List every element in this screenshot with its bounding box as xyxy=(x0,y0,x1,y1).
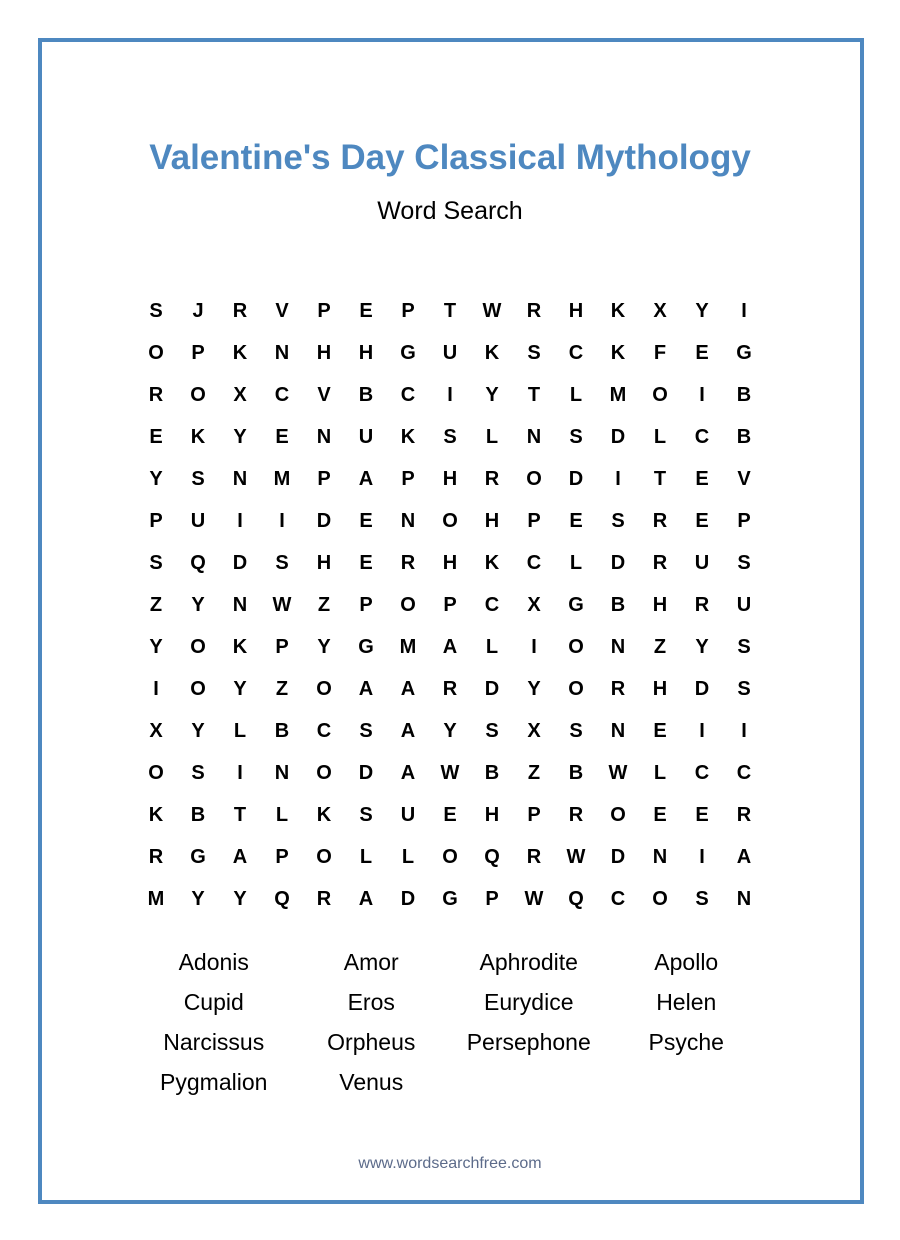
grid-letter: E xyxy=(695,467,709,490)
grid-letter: P xyxy=(527,803,541,826)
grid-letter: E xyxy=(359,299,373,322)
grid-letter: R xyxy=(610,677,626,700)
word-list xyxy=(135,942,765,1102)
grid-letter: A xyxy=(358,677,374,700)
grid-letter: G xyxy=(190,845,206,868)
grid-letter: P xyxy=(317,299,331,322)
grid-letter: Y xyxy=(191,719,205,742)
grid-letter: A xyxy=(736,845,752,868)
grid-letter: A xyxy=(400,761,416,784)
grid-letter: M xyxy=(609,383,627,406)
grid-letter: I xyxy=(447,383,453,406)
grid-letter: S xyxy=(359,803,373,826)
grid-letter: I xyxy=(153,677,159,700)
grid-letter: W xyxy=(608,761,628,784)
grid-letter: U xyxy=(694,551,710,574)
grid-letter: T xyxy=(527,383,541,406)
grid-letter: Y xyxy=(233,887,247,910)
grid-letter: Z xyxy=(527,761,541,784)
grid-letter: P xyxy=(737,509,751,532)
grid-letter: H xyxy=(316,341,332,364)
grid-letter: O xyxy=(316,677,332,700)
grid-letter: K xyxy=(316,803,332,826)
grid-letter: K xyxy=(148,803,164,826)
grid-letter: G xyxy=(736,341,752,364)
grid-letter: K xyxy=(400,425,416,448)
grid-letter: K xyxy=(484,341,500,364)
grid-letter: E xyxy=(359,551,373,574)
word-list-item: Pygmalion xyxy=(160,1068,268,1095)
grid-letter: N xyxy=(736,887,752,910)
grid-letter: X xyxy=(527,719,541,742)
grid-letter: P xyxy=(275,845,289,868)
grid-letter: I xyxy=(741,719,747,742)
grid-letter: A xyxy=(400,677,416,700)
grid-letter: O xyxy=(652,383,668,406)
grid-letter: M xyxy=(147,887,165,910)
grid-letter: O xyxy=(652,887,668,910)
grid-letter: S xyxy=(149,551,163,574)
grid-letter: Z xyxy=(275,677,289,700)
grid-letter: H xyxy=(442,467,458,490)
puzzle-subtitle: Word Search xyxy=(377,197,523,225)
grid-letter: Y xyxy=(191,593,205,616)
grid-letter: G xyxy=(442,887,458,910)
grid-letter: E xyxy=(275,425,289,448)
grid-letter: N xyxy=(652,845,668,868)
grid-letter: D xyxy=(610,425,626,448)
grid-letter: S xyxy=(737,551,751,574)
grid-letter: E xyxy=(695,509,709,532)
grid-letter: Y xyxy=(191,887,205,910)
grid-letter: W xyxy=(524,887,544,910)
word-list-item: Orpheus xyxy=(327,1028,416,1055)
grid-letter: D xyxy=(358,761,374,784)
grid-letter: N xyxy=(610,719,626,742)
grid-letter: U xyxy=(358,425,374,448)
grid-letter: Q xyxy=(484,845,500,868)
grid-letter: E xyxy=(695,341,709,364)
grid-letter: O xyxy=(190,383,206,406)
grid-letter: I xyxy=(237,761,243,784)
grid-letter: Q xyxy=(190,551,206,574)
grid-letter: E xyxy=(149,425,163,448)
grid-letter: U xyxy=(190,509,206,532)
grid-letter: K xyxy=(484,551,500,574)
grid-letter: H xyxy=(358,341,374,364)
grid-letter: Y xyxy=(317,635,331,658)
grid-letter: O xyxy=(148,341,164,364)
grid-letter: P xyxy=(485,887,499,910)
grid-letter: H xyxy=(484,509,500,532)
grid-letter: Y xyxy=(149,635,163,658)
grid-letter: H xyxy=(568,299,584,322)
grid-letter: W xyxy=(272,593,292,616)
word-list-item: Venus xyxy=(339,1068,404,1095)
grid-letter: S xyxy=(695,887,709,910)
word-list-item: Adonis xyxy=(178,948,249,975)
grid-letter: G xyxy=(400,341,416,364)
grid-letter: H xyxy=(316,551,332,574)
grid-letter: X xyxy=(653,299,667,322)
grid-letter: X xyxy=(149,719,163,742)
grid-letter: O xyxy=(568,677,584,700)
grid-letter: C xyxy=(274,383,290,406)
grid-letter: R xyxy=(526,299,542,322)
grid-letter: O xyxy=(190,635,206,658)
grid-letter: O xyxy=(442,845,458,868)
grid-letter: G xyxy=(358,635,374,658)
grid-letter: N xyxy=(610,635,626,658)
grid-letter: H xyxy=(484,803,500,826)
grid-letter: Y xyxy=(695,635,709,658)
word-list-item: Amor xyxy=(343,948,399,975)
grid-letter: H xyxy=(652,593,668,616)
grid-letter: B xyxy=(610,593,626,616)
grid-letter: B xyxy=(190,803,206,826)
grid-letter: R xyxy=(232,299,248,322)
grid-letter: L xyxy=(485,635,499,658)
grid-letter: D xyxy=(484,677,500,700)
grid-letter: R xyxy=(400,551,416,574)
grid-letter: P xyxy=(443,593,457,616)
grid-letter: K xyxy=(610,299,626,322)
grid-letter: P xyxy=(275,635,289,658)
grid-letter: W xyxy=(440,761,460,784)
word-list-item: Persephone xyxy=(466,1028,591,1055)
grid-letter: R xyxy=(568,803,584,826)
grid-letter: Y xyxy=(149,467,163,490)
grid-letter: Y xyxy=(233,677,247,700)
grid-letter: Q xyxy=(568,887,584,910)
grid-letter: R xyxy=(442,677,458,700)
grid-letter: R xyxy=(652,509,668,532)
word-list-item: Helen xyxy=(656,988,717,1015)
footer-website: www.wordsearchfree.com xyxy=(358,1155,542,1172)
grid-letter: S xyxy=(527,341,541,364)
grid-letter: P xyxy=(401,299,415,322)
grid-letter: I xyxy=(699,845,705,868)
grid-letter: E xyxy=(443,803,457,826)
letter-grid xyxy=(135,290,765,920)
grid-letter: P xyxy=(527,509,541,532)
grid-letter: I xyxy=(531,635,537,658)
grid-letter: R xyxy=(526,845,542,868)
grid-letter: K xyxy=(232,635,248,658)
grid-letter: R xyxy=(484,467,500,490)
grid-letter: O xyxy=(442,509,458,532)
grid-letter: G xyxy=(568,593,584,616)
grid-letter: I xyxy=(699,719,705,742)
grid-letter: E xyxy=(359,509,373,532)
grid-letter: D xyxy=(400,887,416,910)
grid-letter: E xyxy=(695,803,709,826)
grid-letter: C xyxy=(694,761,710,784)
grid-letter: S xyxy=(443,425,457,448)
grid-letter: H xyxy=(652,677,668,700)
grid-letter: R xyxy=(652,551,668,574)
word-list-item: Eurydice xyxy=(484,988,574,1015)
grid-letter: O xyxy=(400,593,416,616)
word-list-item: Cupid xyxy=(183,988,244,1015)
grid-letter: V xyxy=(275,299,289,322)
grid-letter: C xyxy=(526,551,542,574)
grid-letter: Z xyxy=(149,593,163,616)
grid-letter: D xyxy=(316,509,332,532)
puzzle-title: Valentine's Day Classical Mythology xyxy=(149,138,751,177)
grid-letter: O xyxy=(610,803,626,826)
grid-letter: Q xyxy=(274,887,290,910)
grid-letter: D xyxy=(694,677,710,700)
grid-letter: V xyxy=(317,383,331,406)
grid-letter: K xyxy=(610,341,626,364)
grid-letter: S xyxy=(149,299,163,322)
grid-letter: I xyxy=(237,509,243,532)
grid-letter: S xyxy=(485,719,499,742)
grid-letter: O xyxy=(148,761,164,784)
grid-letter: Y xyxy=(485,383,499,406)
grid-letter: A xyxy=(442,635,458,658)
word-list-item: Eros xyxy=(347,988,395,1015)
grid-letter: I xyxy=(615,467,621,490)
grid-letter: N xyxy=(316,425,332,448)
grid-letter: Z xyxy=(653,635,667,658)
grid-letter: C xyxy=(736,761,752,784)
grid-letter: D xyxy=(610,551,626,574)
grid-letter: E xyxy=(653,719,667,742)
grid-letter: R xyxy=(316,887,332,910)
grid-letter: M xyxy=(273,467,291,490)
grid-letter: L xyxy=(485,425,499,448)
grid-letter: Y xyxy=(695,299,709,322)
grid-letter: D xyxy=(568,467,584,490)
grid-letter: K xyxy=(232,341,248,364)
grid-letter: E xyxy=(569,509,583,532)
grid-letter: P xyxy=(317,467,331,490)
word-list-item: Narcissus xyxy=(163,1028,265,1055)
grid-letter: O xyxy=(526,467,542,490)
grid-letter: D xyxy=(232,551,248,574)
grid-letter: Z xyxy=(317,593,331,616)
grid-letter: E xyxy=(653,803,667,826)
grid-letter: B xyxy=(736,425,752,448)
grid-letter: S xyxy=(569,425,583,448)
grid-letter: D xyxy=(610,845,626,868)
grid-letter: A xyxy=(358,887,374,910)
grid-letter: U xyxy=(400,803,416,826)
grid-letter: O xyxy=(568,635,584,658)
grid-letter: F xyxy=(653,341,667,364)
grid-letter: B xyxy=(484,761,500,784)
grid-letter: B xyxy=(274,719,290,742)
grid-letter: W xyxy=(482,299,502,322)
grid-letter: I xyxy=(741,299,747,322)
grid-letter: M xyxy=(399,635,417,658)
grid-letter: S xyxy=(191,467,205,490)
grid-letter: L xyxy=(569,551,583,574)
grid-letter: B xyxy=(358,383,374,406)
grid-letter: V xyxy=(737,467,751,490)
grid-letter: Y xyxy=(443,719,457,742)
word-list-item: Aphrodite xyxy=(479,948,578,975)
grid-letter: P xyxy=(401,467,415,490)
grid-letter: R xyxy=(736,803,752,826)
grid-letter: U xyxy=(442,341,458,364)
grid-letter: S xyxy=(737,635,751,658)
grid-letter: Y xyxy=(233,425,247,448)
grid-letter: L xyxy=(275,803,289,826)
grid-letter: S xyxy=(611,509,625,532)
grid-letter: B xyxy=(736,383,752,406)
grid-letter: I xyxy=(279,509,285,532)
grid-letter: L xyxy=(233,719,247,742)
grid-letter: T xyxy=(233,803,247,826)
grid-letter: O xyxy=(190,677,206,700)
grid-letter: L xyxy=(359,845,373,868)
grid-letter: C xyxy=(316,719,332,742)
grid-letter: R xyxy=(694,593,710,616)
grid-letter: L xyxy=(653,425,667,448)
grid-letter: A xyxy=(400,719,416,742)
grid-letter: A xyxy=(232,845,248,868)
grid-letter: A xyxy=(358,467,374,490)
grid-letter: R xyxy=(148,383,164,406)
grid-letter: C xyxy=(484,593,500,616)
grid-letter: O xyxy=(316,761,332,784)
grid-letter: L xyxy=(569,383,583,406)
grid-letter: C xyxy=(610,887,626,910)
word-list-item: Psyche xyxy=(648,1028,724,1055)
grid-letter: L xyxy=(401,845,415,868)
grid-letter: N xyxy=(526,425,542,448)
grid-letter: B xyxy=(568,761,584,784)
grid-letter: S xyxy=(275,551,289,574)
grid-letter: S xyxy=(737,677,751,700)
grid-letter: N xyxy=(232,593,248,616)
grid-letter: S xyxy=(569,719,583,742)
grid-letter: H xyxy=(442,551,458,574)
grid-letter: N xyxy=(232,467,248,490)
grid-letter: T xyxy=(443,299,457,322)
grid-letter: C xyxy=(694,425,710,448)
grid-letter: Y xyxy=(527,677,541,700)
grid-letter: S xyxy=(191,761,205,784)
grid-letter: C xyxy=(568,341,584,364)
grid-letter: K xyxy=(190,425,206,448)
grid-letter: X xyxy=(527,593,541,616)
grid-letter: L xyxy=(653,761,667,784)
grid-letter: N xyxy=(400,509,416,532)
grid-letter: O xyxy=(316,845,332,868)
grid-letter: P xyxy=(191,341,205,364)
grid-letter: I xyxy=(699,383,705,406)
word-list-item: Apollo xyxy=(654,948,719,975)
grid-letter: W xyxy=(566,845,586,868)
grid-letter: P xyxy=(149,509,163,532)
grid-letter: N xyxy=(274,761,290,784)
grid-letter: U xyxy=(736,593,752,616)
grid-letter: P xyxy=(359,593,373,616)
grid-letter: T xyxy=(653,467,667,490)
grid-letter: R xyxy=(148,845,164,868)
grid-letter: J xyxy=(192,299,204,322)
grid-letter: X xyxy=(233,383,247,406)
grid-letter: N xyxy=(274,341,290,364)
grid-letter: S xyxy=(359,719,373,742)
grid-letter: C xyxy=(400,383,416,406)
